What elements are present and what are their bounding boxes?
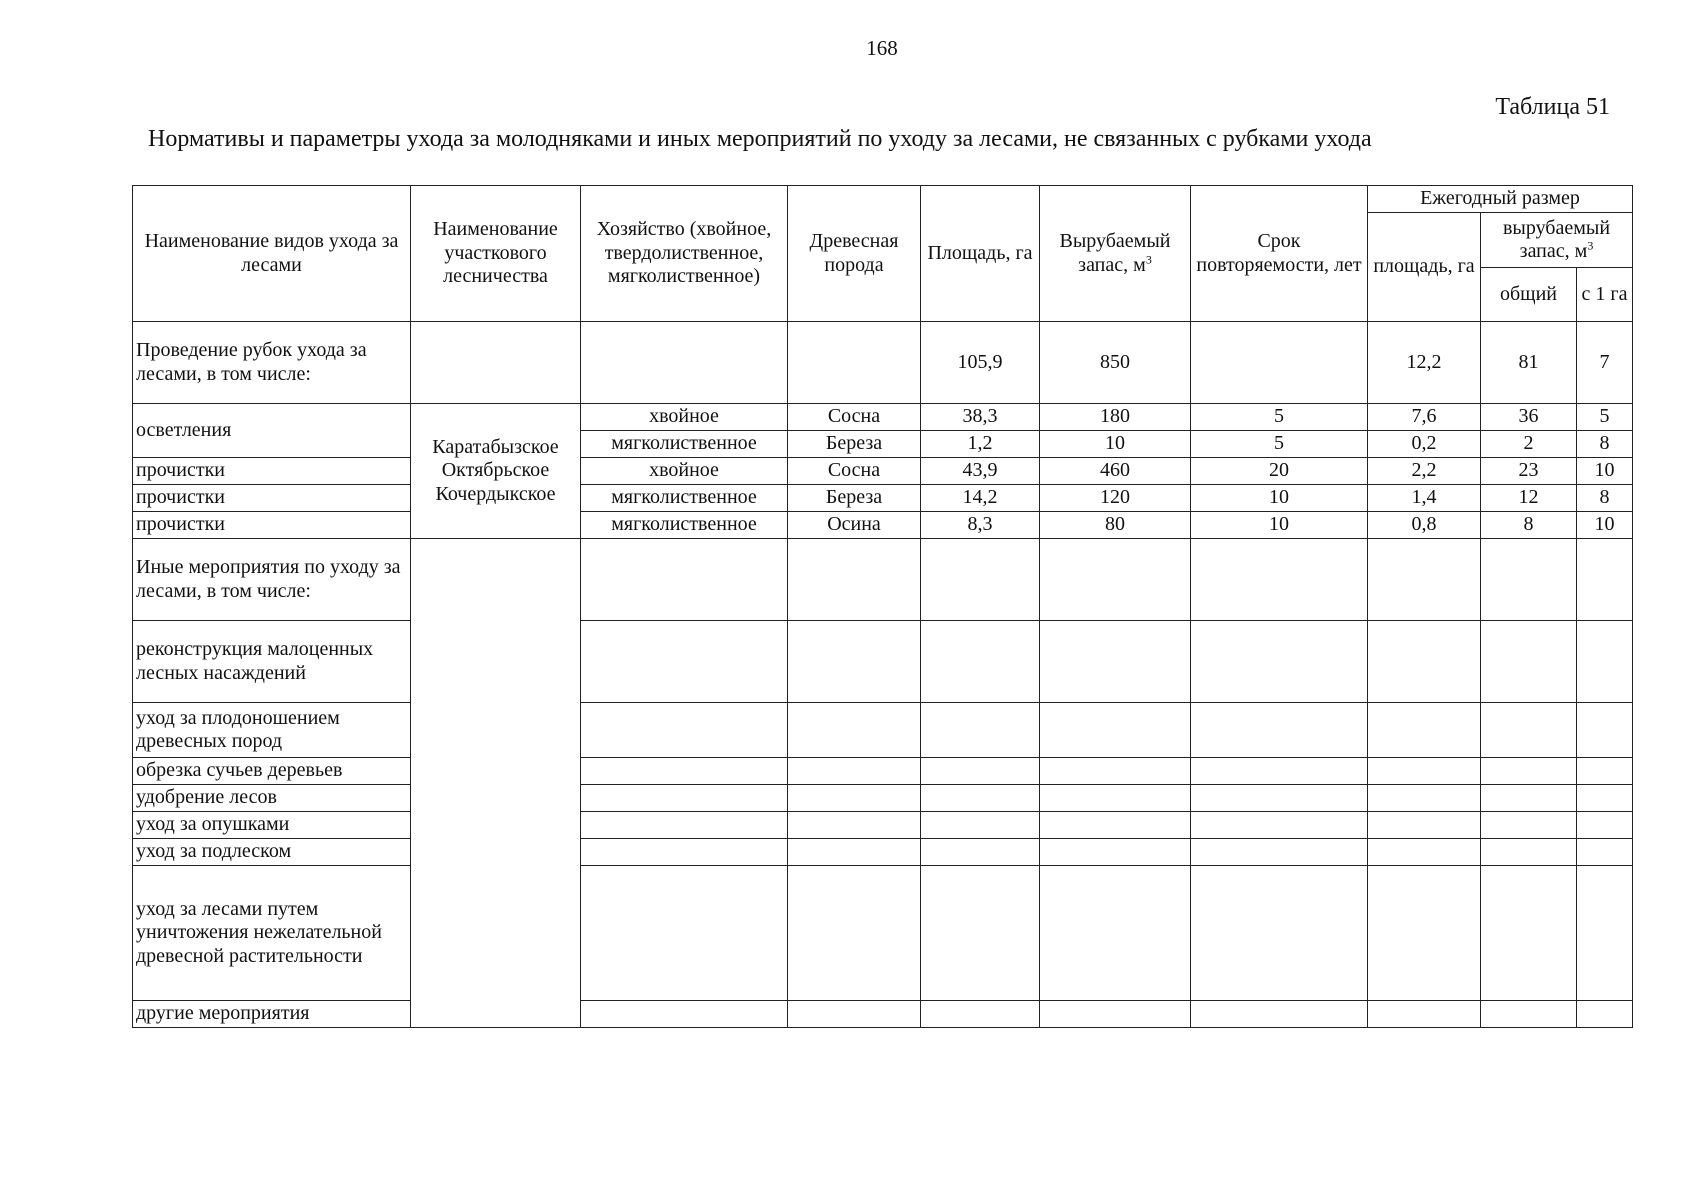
row-period: 20 bbox=[1191, 458, 1368, 485]
row-species: Осина bbox=[788, 512, 921, 539]
row-volume: 180 bbox=[1040, 404, 1191, 431]
header-annual-group: Ежегодный размер bbox=[1368, 186, 1633, 213]
row-name: прочистки bbox=[133, 512, 411, 539]
row-economy: хвойное bbox=[581, 404, 788, 431]
header-annual-area: площадь, га bbox=[1368, 213, 1481, 322]
row-volume: 10 bbox=[1040, 431, 1191, 458]
table-row bbox=[133, 539, 1633, 621]
table-row bbox=[133, 785, 1633, 812]
summary-annual-total: 81 bbox=[1481, 322, 1577, 404]
table-title: Нормативы и параметры ухода за молодняками и иных мероприятий по уходу за лесами, не связанных с рубками ухода bbox=[148, 126, 1372, 152]
table-row bbox=[133, 866, 1633, 1001]
header-annual-volume-sup: 3 bbox=[1587, 238, 1594, 253]
row-annual-area: 0,2 bbox=[1368, 431, 1481, 458]
row-period: 5 bbox=[1191, 404, 1368, 431]
header-economy: Хозяйство (хвойное, твердолиственное, мягколиственное) bbox=[581, 186, 788, 322]
summary-name: Проведение рубок ухода за лесами, в том числе: bbox=[133, 322, 411, 404]
summary-annual-per-ha: 7 bbox=[1577, 322, 1633, 404]
row-economy: мягколиственное bbox=[581, 485, 788, 512]
table-row bbox=[133, 839, 1633, 866]
table-row bbox=[133, 458, 1633, 485]
table-row bbox=[133, 485, 1633, 512]
table-row bbox=[133, 512, 1633, 539]
row-annual-total: 8 bbox=[1481, 512, 1577, 539]
row-name-merged: осветления bbox=[133, 404, 411, 458]
row-name: другие мероприятия bbox=[133, 1001, 411, 1028]
row-name: реконструкция малоценных лесных насаждений bbox=[133, 621, 411, 703]
row-area: 1,2 bbox=[921, 431, 1040, 458]
summary-species bbox=[788, 322, 921, 404]
row-name: Иные мероприятия по уходу за лесами, в том числе: bbox=[133, 539, 411, 621]
table-row bbox=[133, 404, 1633, 431]
table-label: Таблица 51 bbox=[1495, 94, 1610, 120]
table-row bbox=[133, 703, 1633, 758]
header-care-type: Наименование видов ухода за лесами bbox=[133, 186, 411, 322]
row-annual-per-ha: 8 bbox=[1577, 485, 1633, 512]
header-annual-per-ha: с 1 га bbox=[1577, 268, 1633, 322]
row-species: Береза bbox=[788, 431, 921, 458]
row-annual-area: 2,2 bbox=[1368, 458, 1481, 485]
row-annual-per-ha: 8 bbox=[1577, 431, 1633, 458]
header-annual-volume bbox=[1481, 213, 1633, 268]
summary-area: 105,9 bbox=[921, 322, 1040, 404]
row-name: прочистки bbox=[133, 485, 411, 512]
summary-period bbox=[1191, 322, 1368, 404]
table-row bbox=[133, 621, 1633, 703]
row-annual-total: 36 bbox=[1481, 404, 1577, 431]
row-period: 10 bbox=[1191, 485, 1368, 512]
row-annual-per-ha: 10 bbox=[1577, 512, 1633, 539]
forest-care-table bbox=[132, 185, 1633, 1028]
row-volume: 80 bbox=[1040, 512, 1191, 539]
row-period: 10 bbox=[1191, 512, 1368, 539]
table-row bbox=[133, 812, 1633, 839]
row-area: 8,3 bbox=[921, 512, 1040, 539]
row-name: удобрение лесов bbox=[133, 785, 411, 812]
row-annual-total: 23 bbox=[1481, 458, 1577, 485]
row-annual-per-ha: 10 bbox=[1577, 458, 1633, 485]
row-area: 14,2 bbox=[921, 485, 1040, 512]
row-species: Сосна bbox=[788, 404, 921, 431]
summary-volume: 850 bbox=[1040, 322, 1191, 404]
row-volume: 120 bbox=[1040, 485, 1191, 512]
row-period: 5 bbox=[1191, 431, 1368, 458]
header-annual-volume-text: вырубаемый запас, м bbox=[1502, 216, 1611, 262]
header-forestry: Наименование участкового лесничества bbox=[411, 186, 581, 322]
other-forestry-cell bbox=[411, 539, 581, 1028]
summary-row bbox=[133, 322, 1633, 404]
header-volume bbox=[1040, 186, 1191, 322]
table-header bbox=[133, 186, 1633, 322]
header-period: Срок повторяемости, лет bbox=[1191, 186, 1368, 322]
row-name: уход за подлеском bbox=[133, 839, 411, 866]
row-annual-area: 1,4 bbox=[1368, 485, 1481, 512]
row-economy: мягколиственное bbox=[581, 512, 788, 539]
header-volume-text: Вырубаемый запас, м bbox=[1059, 230, 1171, 276]
row-economy: мягколиственное bbox=[581, 431, 788, 458]
row-name: уход за опушками bbox=[133, 812, 411, 839]
row-volume: 460 bbox=[1040, 458, 1191, 485]
table-body bbox=[133, 322, 1633, 1028]
forestry-cell: Каратабызское Октябрьское Кочердыкское bbox=[411, 404, 581, 539]
header-annual-total: общий bbox=[1481, 268, 1577, 322]
table-row bbox=[133, 1001, 1633, 1028]
summary-forestry bbox=[411, 322, 581, 404]
summary-annual-area: 12,2 bbox=[1368, 322, 1481, 404]
row-area: 43,9 bbox=[921, 458, 1040, 485]
page-number: 168 bbox=[866, 36, 898, 60]
header-area: Площадь, га bbox=[921, 186, 1040, 322]
row-annual-area: 0,8 bbox=[1368, 512, 1481, 539]
row-name: уход за лесами путем уничтожения нежелательной древесной растительности bbox=[133, 866, 411, 1001]
row-name: прочистки bbox=[133, 458, 411, 485]
table-row bbox=[133, 758, 1633, 785]
header-species: Древесная порода bbox=[788, 186, 921, 322]
row-area: 38,3 bbox=[921, 404, 1040, 431]
row-annual-total: 12 bbox=[1481, 485, 1577, 512]
row-annual-area: 7,6 bbox=[1368, 404, 1481, 431]
row-name: уход за плодоношением древесных пород bbox=[133, 703, 411, 758]
header-volume-sup: 3 bbox=[1145, 251, 1152, 266]
row-name: обрезка сучьев деревьев bbox=[133, 758, 411, 785]
row-annual-per-ha: 5 bbox=[1577, 404, 1633, 431]
row-economy: хвойное bbox=[581, 458, 788, 485]
row-species: Сосна bbox=[788, 458, 921, 485]
row-species: Береза bbox=[788, 485, 921, 512]
row-annual-total: 2 bbox=[1481, 431, 1577, 458]
summary-economy bbox=[581, 322, 788, 404]
